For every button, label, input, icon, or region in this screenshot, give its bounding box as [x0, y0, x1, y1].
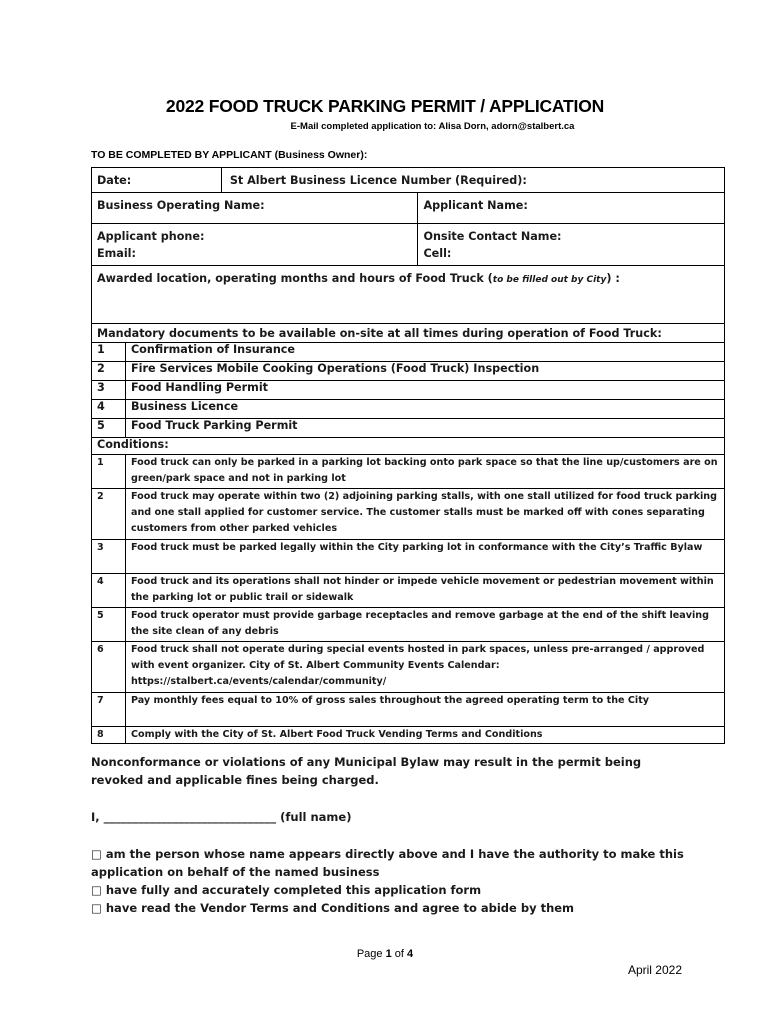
condition-number: 5 [92, 608, 126, 642]
phone-email-field[interactable] [92, 224, 418, 266]
condition-item: Food truck and its operations shall not hinder or impede vehicle movement or pedestrian movement within the parking lot or public trail or sidewalk [125, 574, 724, 608]
condition-item: Food truck operator must provide garbage receptacles and remove garbage at the end of the shift leaving the site clean of any debris [125, 608, 724, 642]
declaration-authority[interactable]: □ am the person whose name appears directly above and I have the authority to make this application on behalf of the named business [91, 847, 684, 879]
condition-item: Pay monthly fees equal to 10% of gross sales throughout the agreed operating term to the City [125, 693, 724, 727]
licence-number-field[interactable] [221, 168, 724, 193]
nonconformance-warning: Nonconformance or violations of any Municipal Bylaw may result in the permit being revoked and applicable fines being charged. [91, 755, 642, 787]
conditions-heading: Conditions: [92, 438, 725, 455]
document-number: 4 [92, 400, 126, 419]
condition-number: 3 [92, 540, 126, 574]
condition-number: 8 [92, 727, 126, 744]
cell-label: Cell: [423, 247, 452, 260]
condition-item: Food truck may operate within two (2) adjoining parking stalls, with one stall utilized for food truck parking and one stall applied for customer service. The customer stalls must be marked off with cones separating customers from other parked vehicles [125, 489, 724, 540]
declaration-completed[interactable]: □ have fully and accurately completed this application form [91, 883, 482, 897]
date-label: Date: [97, 174, 132, 187]
onsite-contact-field[interactable] [418, 224, 725, 266]
condition-item: Food truck can only be parked in a parking lot backing onto park space so that the line up/customers are on green/park space and not in parking lot [125, 455, 724, 489]
documents-heading: Mandatory documents to be available on-site at all times during operation of Food Truck: [92, 324, 725, 343]
applicant-name-field[interactable] [418, 193, 725, 224]
awarded-city-note: to be filled out by City [492, 275, 607, 285]
condition-number: 1 [92, 455, 126, 489]
page-number [0, 948, 770, 960]
business-name-label: Business Operating Name: [97, 199, 265, 212]
onsite-contact-label: Onsite Contact Name: [423, 230, 562, 243]
email-instruction: E-Mail completed application to: Alisa Dorn, adorn@stalbert.ca [290, 121, 575, 132]
document-number: 2 [92, 362, 126, 381]
condition-item: Food truck must be parked legally within the City parking lot in conformance with the City’s Traffic Bylaw [125, 540, 724, 574]
document-item: Business Licence [125, 400, 724, 419]
document-item: Food Truck Parking Permit [125, 419, 724, 438]
condition-item: Comply with the City of St. Albert Food Truck Vending Terms and Conditions [125, 727, 724, 744]
revision-date: April 2022 [627, 963, 682, 977]
awarded-location-field[interactable] [92, 266, 725, 324]
declaration-terms[interactable]: □ have read the Vendor Terms and Conditions and agree to abide by them [91, 901, 575, 915]
document-number: 5 [92, 419, 126, 438]
page-total: 4 [407, 948, 414, 960]
document-item: Fire Services Mobile Cooking Operations (Food Truck) Inspection [125, 362, 724, 381]
condition-number: 4 [92, 574, 126, 608]
condition-number: 6 [92, 642, 126, 693]
awarded-suffix: ) : [606, 272, 620, 285]
applicant-name-label: Applicant Name: [423, 199, 528, 212]
page-current: 1 [385, 948, 392, 960]
awarded-label: Awarded location, operating months and hours of Food Truck ( [97, 272, 493, 285]
application-form-table [91, 167, 725, 744]
condition-number: 7 [92, 693, 126, 727]
fullname-line[interactable]: I, ______________________________ (full name) [91, 810, 352, 824]
email-label: Email: [97, 247, 136, 260]
date-field[interactable] [92, 168, 222, 193]
document-number: 3 [92, 381, 126, 400]
document-title: 2022 FOOD TRUCK PARKING PERMIT / APPLICATION [165, 96, 605, 116]
condition-item: Food truck shall not operate during special events hosted in park spaces, unless pre-arranged / approved with event organizer. City of St. Albert Community Events Calendar: https://stalbert.ca/events/calendar/community/ [125, 642, 724, 693]
document-number: 1 [92, 343, 126, 362]
licence-label: St Albert Business Licence Number (Required): [229, 174, 527, 187]
page-of: of [391, 948, 408, 960]
applicant-phone-label: Applicant phone: [97, 230, 205, 243]
condition-number: 2 [92, 489, 126, 540]
page-prefix: Page [356, 948, 386, 960]
document-item: Confirmation of Insurance [125, 343, 724, 362]
business-name-field[interactable] [92, 193, 418, 224]
applicant-note: TO BE COMPLETED BY APPLICANT (Business Owner): [91, 149, 368, 161]
document-item: Food Handling Permit [125, 381, 724, 400]
